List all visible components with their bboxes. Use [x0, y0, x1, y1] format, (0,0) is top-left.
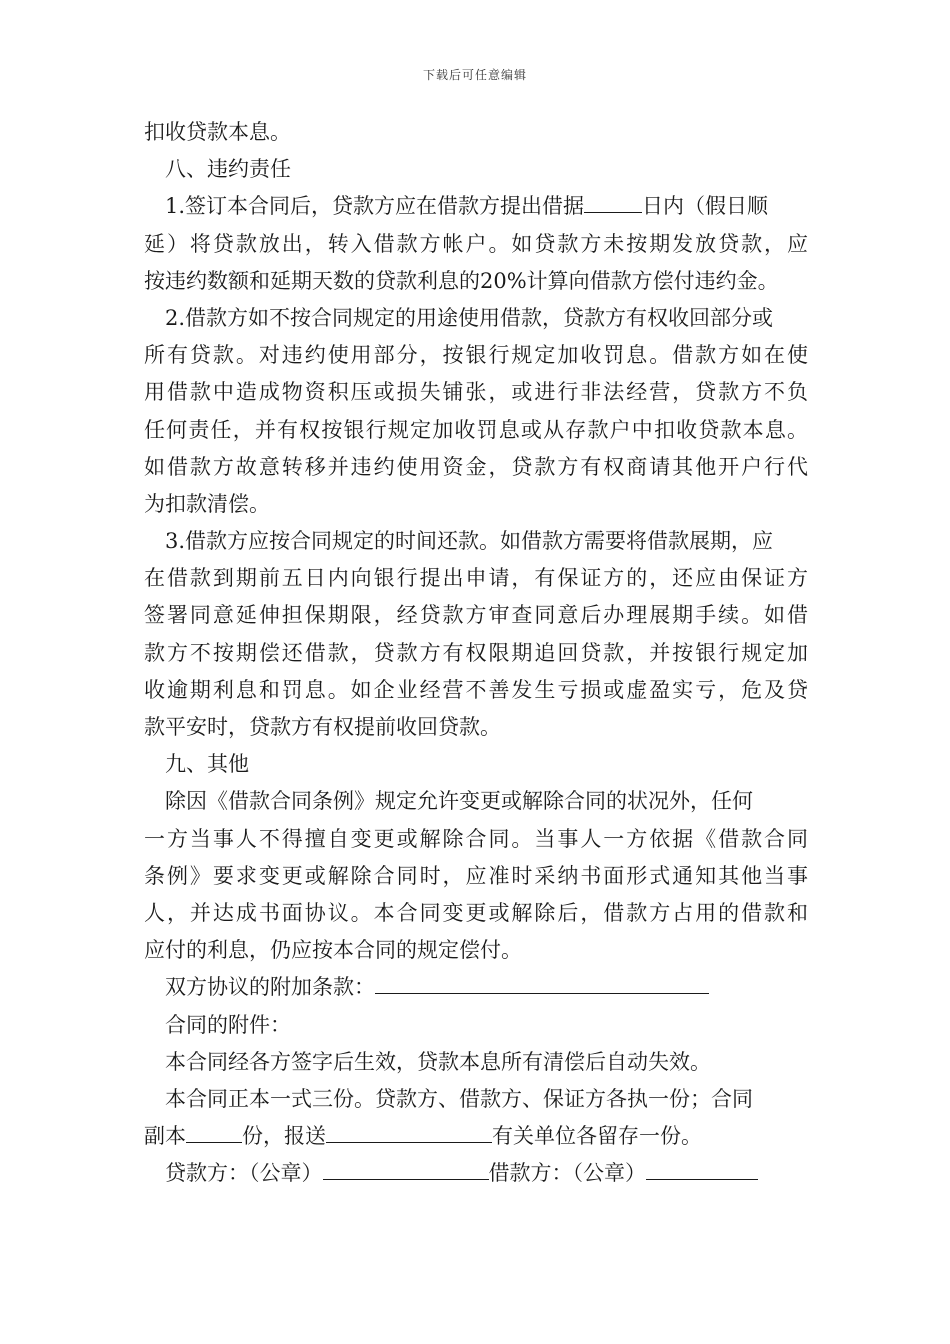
text-line: [144, 188, 808, 225]
text-line: 任何责任，并有权按银行规定加收罚息或从存款户中扣收贷款本息。: [144, 417, 808, 442]
fill-in-blank: [375, 971, 709, 994]
text-line: [144, 1155, 808, 1192]
text-segment: 份，报送: [242, 1124, 326, 1149]
text-line: 本合同经各方签字后生效，贷款本息所有清偿后自动失效。: [165, 1049, 711, 1074]
text-segment: 副本: [144, 1124, 186, 1149]
fill-in-blank: [646, 1157, 758, 1180]
text-line: 条例》要求变更或解除合同时，应准时采纳书面形式通知其他当事: [144, 863, 808, 888]
text-line: 在借款到期前五日内向银行提出申请，有保证方的，还应由保证方: [144, 566, 808, 591]
text-line: 延）将贷款放出，转入借款方帐户。如贷款方未按期发放贷款，应: [144, 231, 808, 256]
text-segment: 双方协议的附加条款：: [165, 975, 375, 1000]
text-line: 如借款方故意转移并违约使用资金，贷款方有权商请其他开户行代: [144, 454, 808, 479]
text-line: 合同的附件：: [165, 1012, 291, 1037]
text-line: 按违约数额和延期天数的贷款利息的20%计算向借款方偿付违约金。: [144, 268, 779, 293]
text-line: 款方不按期偿还借款，贷款方有权限期追回贷款，并按银行规定加: [144, 640, 808, 665]
text-line: 扣收贷款本息。: [144, 120, 291, 144]
text-line: 签署同意延伸担保期限，经贷款方审查同意后办理展期手续。如借: [144, 603, 808, 628]
fill-in-blank: [323, 1157, 489, 1180]
text-line: 为扣款清偿。: [144, 491, 270, 516]
text-line: 九、其他: [165, 752, 249, 777]
fill-in-blank: [326, 1120, 492, 1143]
text-segment: 借款方：（公章）: [488, 1161, 646, 1186]
fill-in-blank: [186, 1120, 242, 1143]
text-line: 款平安时，贷款方有权提前收回贷款。: [144, 715, 501, 739]
text-line: 一方当事人不得擅自变更或解除合同。当事人一方依据《借款合同: [144, 826, 808, 851]
text-line: 八、违约责任: [165, 157, 291, 182]
text-line: 人，并达成书面协议。本合同变更或解除后，借款方占用的借款和: [144, 900, 808, 925]
fill-in-blank: [584, 190, 642, 213]
text-line: 3.借款方应按合同规定的时间还款。如借款方需要将借款展期，应: [165, 529, 774, 554]
document-body: [144, 114, 808, 1192]
text-line: [144, 969, 808, 1006]
text-segment: 有关单位各留存一份。: [492, 1124, 702, 1149]
text-line: 收逾期利息和罚息。如企业经营不善发生亏损或虚盈实亏，危及贷: [144, 677, 808, 702]
text-line: [144, 1118, 808, 1155]
text-line: 2.借款方如不按合同规定的用途使用借款，贷款方有权收回部分或: [165, 305, 774, 330]
text-line: 所有贷款。对违约使用部分，按银行规定加收罚息。借款方如在使: [144, 343, 808, 368]
text-line: 应付的利息，仍应按本合同的规定偿付。: [144, 938, 522, 963]
text-line: 除因《借款合同条例》规定允许变更或解除合同的状况外，任何: [165, 789, 753, 814]
text-line: 用借款中造成物资积压或损失铺张，或进行非法经营，贷款方不负: [144, 380, 808, 405]
page-header: 下载后可任意编辑: [422, 68, 527, 82]
text-segment: 1.签订本合同后，贷款方应在借款方提出借据: [165, 194, 585, 219]
text-segment: 日内（假日顺: [642, 194, 769, 219]
text-line: 本合同正本一式三份。贷款方、借款方、保证方各执一份；合同: [165, 1086, 753, 1111]
text-segment: 贷款方：（公章）: [165, 1161, 323, 1186]
